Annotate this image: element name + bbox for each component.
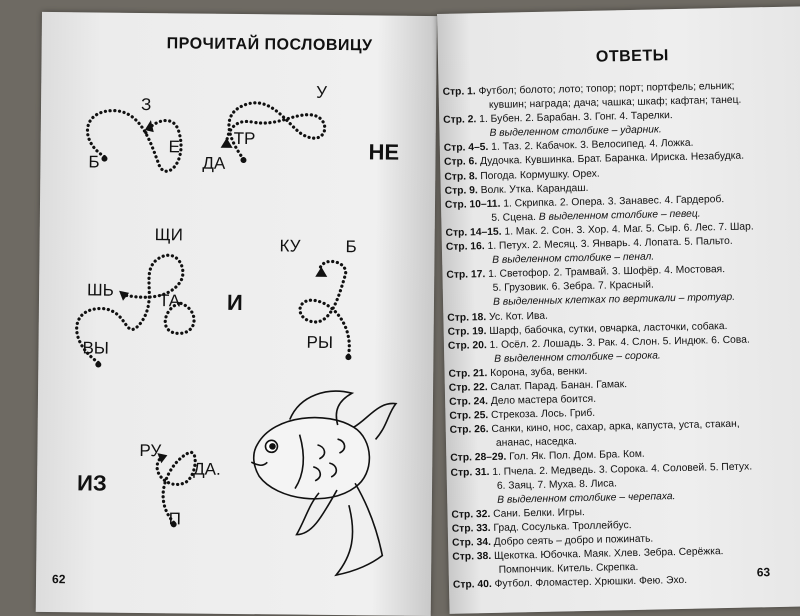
syllable: Б — [88, 152, 100, 172]
syllable: РУ — [139, 440, 162, 461]
answer-text: 1. Осёл. 2. Лошадь. 3. Рак. 4. Слон. 5. Индюк. 6. Сова. — [486, 334, 750, 351]
answer-page-ref: Стр. 18. — [447, 311, 487, 324]
left-page — [36, 12, 437, 616]
answer-page-ref: Стр. 32. — [451, 508, 491, 521]
answer-text: кувшин; награда; дача; чашка; шкаф; кафтан; танец. — [488, 94, 742, 112]
answer-page-ref: Стр. 25. — [449, 410, 489, 422]
answer-text: В выделенном столбике – сорока. — [494, 350, 661, 365]
answer-text: Погода. Кормушку. Орех. — [477, 168, 600, 182]
syllable: КУ — [279, 236, 301, 256]
answer-text: В выделенном столбике – ударник. — [489, 124, 662, 140]
answer-text: Сани. Белки. Игры. — [490, 506, 585, 520]
page-number: 62 — [51, 572, 66, 587]
answer-page-ref: Стр. 17. — [446, 269, 486, 282]
answer-page-ref: Стр. 4–5. — [443, 142, 489, 155]
answer-page-ref: Стр. 38. — [452, 551, 492, 563]
answer-page-ref: Стр. 16. — [445, 241, 485, 253]
answer-text: 5. Грузовик. 6. Зебра. 7. Красный. — [492, 279, 654, 295]
answer-highlight: В выделенном столбике – певец. — [535, 208, 701, 223]
word-i: И — [226, 289, 243, 316]
syllable: З — [140, 94, 152, 115]
answer-page-ref: Стр. 24. — [449, 396, 489, 408]
answer-text: Дудочка. Кувшинка. Брат. Баранка. Ириска. Незабудка. — [477, 151, 745, 168]
word-iz: ИЗ — [76, 470, 107, 496]
answer-page-ref: Стр. 33. — [451, 522, 491, 535]
syllable: ШЬ — [87, 280, 114, 300]
answer-text: Стрекоза. Лось. Гриб. — [488, 407, 596, 422]
answer-text: Добро сеять – добро и пожинать. — [490, 533, 654, 548]
answer-page-ref: Стр. 1. — [442, 86, 476, 98]
answer-text: 1. Скрипка. 2. Опера. 3. Занавес. 4. Гардероб. — [500, 193, 725, 210]
syllable: РЫ — [306, 332, 334, 352]
answer-text: 5. Сцена. — [491, 211, 537, 224]
answer-text: 1. Мак. 2. Сон. 3. Хор. 4. Маг. 5. Сыр. 6. Лес. 7. Шар. — [501, 221, 754, 238]
dotted-path — [87, 110, 181, 171]
answer-text: Салат. Парад. Банан. Гамак. — [487, 379, 628, 393]
page-title: ОТВЕТЫ — [595, 47, 669, 66]
start-dot — [95, 362, 101, 368]
answer-text: Шарф, бабочка, сутки, овчарка, ласточки, собака. — [486, 320, 728, 337]
answer-page-ref: Стр. 2. — [443, 114, 477, 127]
answer-text: 1. Таз. 2. Кабачок. 3. Велосипед. 4. Ложка. — [488, 138, 694, 154]
answer-text: Дело мастера боится. — [487, 393, 597, 408]
answer-text: Щекотка. Юбочка. Маяк. Хлев. Зебра. Серёжка. — [491, 546, 724, 563]
answer-page-ref: Стр. 26. — [449, 424, 489, 437]
syllable: П — [168, 509, 182, 529]
answer-text: Санки, кино, нос, сахар, арка, капуста, уста, стакан, — [488, 419, 740, 436]
answer-text: Град. Сосулька. Троллейбус. — [490, 519, 632, 534]
syllable: ДА — [202, 153, 226, 173]
syllable: У — [316, 82, 328, 102]
page-title: ПРОЧИТАЙ ПОСЛОВИЦУ — [166, 35, 373, 55]
answer-text: 1. Светофор. 2. Трамвай. 3. Шофёр. 4. Мостовая. — [485, 264, 726, 281]
answer-page-ref: Стр. 28–29. — [450, 452, 507, 465]
answer-page-ref: Стр. 34. — [451, 536, 492, 549]
answer-page-ref: Стр. 31. — [450, 466, 490, 479]
answer-text: 1. Петух. 2. Месяц. 3. Январь. 4. Лопата. 5. Пальто. — [484, 235, 733, 253]
answer-text: Футбол. Фломастер. Хрюшки. Фею. Эхо. — [491, 575, 688, 591]
syllable: ТР — [233, 128, 256, 149]
answer-text: ананас, наседка. — [495, 436, 577, 450]
start-dot — [101, 156, 107, 162]
syllable: ДА. — [193, 459, 221, 479]
answer-page-ref: Стр. 40. — [452, 579, 492, 592]
answer-page-ref: Стр. 8. — [444, 170, 478, 183]
goldfish-illustration — [250, 390, 396, 575]
answer-text: Футбол; болото; лото; топор; порт; портфель; ельник; — [475, 80, 735, 98]
answer-text: В выделенном столбике – черепаха. — [497, 490, 676, 506]
answer-page-ref: Стр. 20. — [447, 339, 487, 352]
answer-text: 6. Заяц. 7. Муха. 8. Лиса. — [496, 477, 618, 492]
syllable: ВЫ — [82, 338, 109, 358]
answer-text: В выделенных клетках по вертикали – тротуар. — [492, 292, 736, 309]
right-page — [437, 6, 800, 614]
syllable: ЩИ — [154, 225, 183, 245]
word-ne: НЕ — [368, 139, 400, 165]
syllable: ТА — [158, 291, 181, 311]
syllable: Е — [168, 137, 181, 157]
answer-text: 1. Пчела. 2. Медведь. 3. Сорока. 4. Соловей. 5. Петух. — [489, 461, 753, 478]
answer-text: В выделенном столбике – пенал. — [492, 251, 655, 267]
start-dot — [345, 354, 351, 360]
answer-text: Волк. Утка. Карандаш. — [477, 182, 589, 196]
answer-text: Корона, зуба, венки. — [487, 365, 588, 379]
answer-page-ref: Стр. 21. — [448, 367, 488, 380]
answer-page-ref: Стр. 14–15. — [445, 226, 502, 239]
start-dot — [240, 157, 246, 163]
answer-page-ref: Стр. 9. — [444, 184, 478, 197]
answer-text: Гол. Як. Пол. Дом. Бра. Ком. — [506, 449, 645, 464]
answer-text: Ус. Кот. Ива. — [486, 310, 549, 323]
answer-page-ref: Стр. 22. — [448, 381, 488, 394]
answer-text: Помпончик. Китель. Скрепка. — [498, 562, 639, 577]
page-number: 63 — [756, 565, 771, 580]
answer-page-ref: Стр. 6. — [444, 156, 478, 169]
answer-page-ref: Стр. 10–11. — [444, 198, 501, 211]
answer-page-ref: Стр. 19. — [447, 325, 487, 338]
answer-text: 1. Бубен. 2. Барабан. 3. Гонг. 4. Тарелки. — [476, 110, 673, 126]
syllable: Б — [345, 237, 357, 257]
arrow-icon — [315, 267, 327, 277]
answers-list — [443, 79, 784, 593]
